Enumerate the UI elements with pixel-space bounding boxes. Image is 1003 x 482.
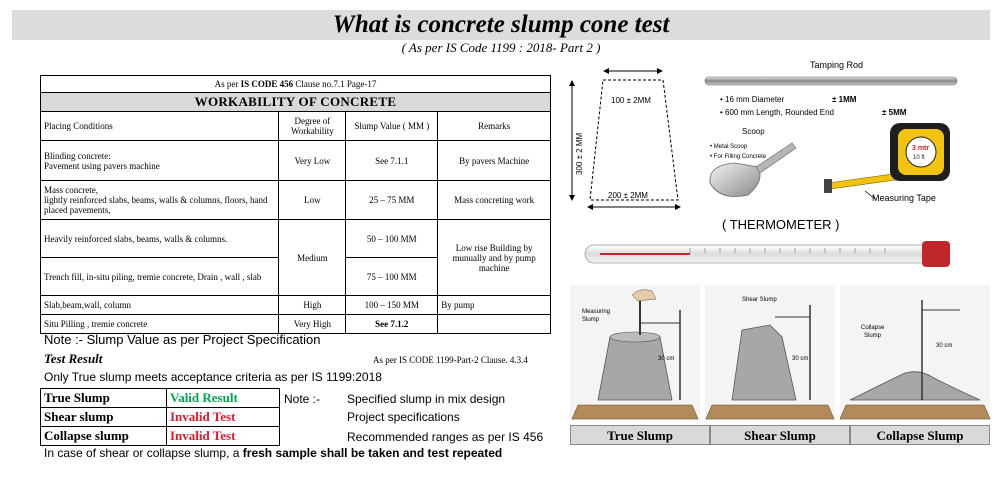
degree-cell: Very High (279, 315, 346, 334)
table-reference: As per IS CODE 456 Clause no.7.1 Page-17 (41, 76, 551, 93)
svg-text:Measuring Tape: Measuring Tape (872, 193, 936, 203)
test-result-reference: As per IS CODE 1199-Part-2 Clause. 4.3.4 (373, 355, 528, 365)
table-row (41, 389, 280, 408)
result-value: Valid Result (167, 389, 280, 408)
slump-cell: 50 – 100 MM (346, 220, 438, 258)
title-bar (12, 10, 990, 40)
svg-text:30 cm: 30 cm (658, 356, 675, 362)
condition-cell: Situ Pilling , tremie concrete (41, 315, 279, 334)
column-header: Placing Conditions (41, 112, 279, 141)
test-result-heading: Test Result (44, 351, 103, 366)
scoop (710, 127, 796, 197)
slump-type: Collapse slump (41, 427, 167, 446)
svg-text:Measuring: Measuring (582, 309, 611, 315)
equipment-illustrations (560, 55, 995, 425)
svg-text:• 16 mm Diameter: • 16 mm Diameter (720, 95, 785, 104)
acceptance-criteria: Only True slump meets acceptance criteria as per IS 1199:2018 (44, 370, 382, 384)
slump-cell: See 7.1.1 (346, 141, 438, 181)
caption-shear-slump: Shear Slump (710, 425, 850, 445)
page-title: What is concrete slump cone test (332, 11, 670, 38)
measuring-tape (824, 123, 950, 203)
svg-text:30 cm: 30 cm (792, 356, 809, 362)
cone-bottom-dim: 200 ± 2MM (608, 191, 648, 200)
results-table (40, 388, 280, 446)
table-heading: WORKABILITY OF CONCRETE (41, 93, 551, 112)
degree-cell: Low (279, 181, 346, 220)
column-header: Slump Value ( MM ) (346, 112, 438, 141)
caption-true-slump: True Slump (570, 425, 710, 445)
workability-table (40, 75, 551, 334)
caption-collapse-slump: Collapse Slump (850, 425, 990, 445)
table-row (41, 315, 551, 334)
table-row (41, 141, 551, 181)
slump-cone-diagram (572, 71, 678, 207)
slump-type: Shear slump (41, 408, 167, 427)
svg-text:10 ft: 10 ft (913, 155, 925, 161)
svg-text:± 5MM: ± 5MM (882, 108, 907, 117)
true-slump-image (570, 285, 700, 420)
note-item: Recommended ranges as per IS 456 (347, 430, 544, 444)
thermometer-label: ( THERMOMETER ) (722, 217, 840, 232)
cone-top-dim: 100 ± 2MM (611, 96, 651, 105)
svg-text:• For Filling Concrete: • For Filling Concrete (710, 154, 767, 160)
slump-type: True Slump (41, 389, 167, 408)
slump-cell: 100 – 150 MM (346, 296, 438, 315)
condition-cell: Slab,beam,wall, column (41, 296, 279, 315)
rod-title: Tamping Rod (810, 60, 864, 70)
result-value: Invalid Test (167, 408, 280, 427)
collapse-slump-image (840, 285, 990, 420)
degree-cell: Medium (279, 220, 346, 296)
remarks-cell: Mass concreting work (438, 181, 551, 220)
slump-cell: See 7.1.2 (346, 315, 438, 334)
column-header: Remarks (438, 112, 551, 141)
table-row (41, 181, 551, 220)
thermometer (585, 241, 950, 267)
shear-slump-image (705, 285, 835, 420)
column-header: Degree of Workability (279, 112, 346, 141)
footer-note: In case of shear or collapse slump, a fresh sample shall be taken and test repeated (44, 446, 503, 460)
tamping-rod (705, 60, 957, 117)
slump-caption-bar (570, 425, 990, 445)
svg-text:• Metal Scoop: • Metal Scoop (710, 144, 748, 150)
remarks-cell: By pavers Machine (438, 141, 551, 181)
result-value: Invalid Test (167, 427, 280, 446)
condition-cell: Trench fill, in-situ piling, tremie concrete, Drain , wall , slab (41, 258, 279, 296)
remarks-cell: By pump (438, 296, 551, 315)
remarks-cell: Low rise Building by munually and by pump machine (438, 220, 551, 296)
slump-cell: 75 – 100 MM (346, 258, 438, 296)
note-item: Project specifications (347, 410, 460, 424)
note-item: Specified slump in mix design (347, 392, 506, 406)
condition-cell: Mass concrete, lightly reinforced slabs, beams, walls & columns, floors, hand placed pavements, (41, 181, 279, 220)
table-reference-row (41, 76, 551, 93)
table-row (41, 427, 280, 446)
svg-text:± 1MM: ± 1MM (832, 95, 857, 104)
degree-cell: Very Low (279, 141, 346, 181)
table-row (41, 220, 551, 258)
slump-cell: 25 – 75 MM (346, 181, 438, 220)
svg-text:30 cm: 30 cm (936, 343, 953, 349)
svg-text:• 600 mm Length, Rounded End: • 600 mm Length, Rounded End (720, 108, 834, 117)
svg-text:Slump: Slump (864, 333, 882, 339)
page-subtitle: ( As per IS Code 1199 : 2018- Part 2 ) (401, 40, 601, 55)
table-heading-row (41, 93, 551, 112)
svg-text:3 mtr: 3 mtr (912, 145, 930, 152)
svg-text:Shear Slump: Shear Slump (742, 297, 777, 303)
svg-text:Slump: Slump (582, 317, 600, 323)
svg-text:Scoop: Scoop (742, 127, 765, 136)
remarks-cell (438, 315, 551, 334)
cone-height-dim: 300 ± 2 MM (575, 132, 584, 175)
note-label: Note :- (284, 392, 321, 406)
condition-cell: Heavily reinforced slabs, beams, walls & columns. (41, 220, 279, 258)
table-column-headers (41, 112, 551, 141)
condition-cell: Blinding concrete: Pavement using pavers machine (41, 141, 279, 181)
table-row (41, 296, 551, 315)
svg-text:Collapse: Collapse (861, 325, 885, 331)
degree-cell: High (279, 296, 346, 315)
slump-note: Note :- Slump Value as per Project Specification (44, 332, 321, 347)
table-row (41, 408, 280, 427)
